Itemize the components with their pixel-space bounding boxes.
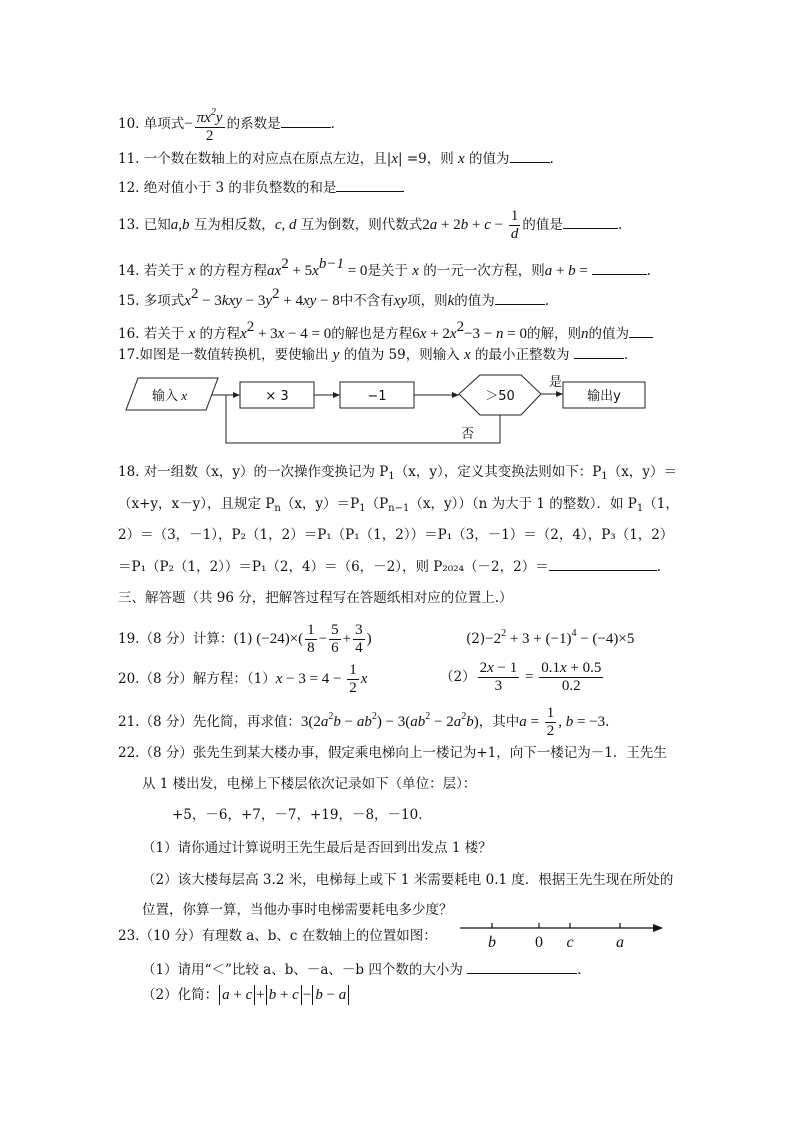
answer-blank[interactable] — [510, 148, 550, 163]
question-23-line-1: 23.（10 分）有理数 a、b、c 在数轴上的位置如图： — [118, 928, 437, 944]
answer-blank[interactable] — [495, 290, 545, 305]
minus-1-label: −1 — [367, 389, 387, 404]
section-3-heading: 三、解答题（共 96 分，把解答过程写在答题纸相对应的位置上.） — [118, 590, 513, 606]
question-23-part-1: （1）请用“＜”比较 a、b、－a、－b 四个数的大小为 . — [142, 959, 581, 980]
answer-blank[interactable] — [467, 959, 577, 974]
number-line — [458, 914, 668, 954]
question-19-part-2: $(2)-2^2 + 3 + (-1)^4 - (-4)\times 5$ — [466, 628, 635, 647]
question-14: 14. 若关于 x 的方程方程$ax^2 + 5x^{b-1} = 0$是关于 x 的一元一次方程，则a + b = . — [118, 256, 651, 279]
question-21: 21.（8 分）先化简，再求值：$3(2a^2b - ab^2) - 3(ab^2 - 2a^2b)$，其中a = $\frac{1}{2}$ , b = −3. — [118, 705, 610, 739]
times-3-label: × 3 — [265, 389, 289, 404]
question-18-line-3: 2）＝（3，－1），P₂（1，2）＝P₁（P₁（1，2））＝P₁（3，－1）＝（2，4），P₃（1，2） — [118, 527, 674, 543]
question-15: 15. 多项式$x^2 - 3kxy - 3y^2 + 4xy - 8$中不含有xy项，则k的值为 . — [118, 286, 550, 309]
question-10: 10. 单项式− $\frac{\pi x^2y}{2}$ 的系数是 . — [118, 104, 335, 145]
question-18-line-1: 18. 对一组数（x，y）的一次操作变换记为 $P_1(x$，y），定义其变换法则如下：$P_1(x$，y）＝ — [118, 464, 677, 482]
question-18-line-2: （x+y，x－y），且规定 $P_n(x$，$y)=P_1(P_{n-1}(x$，y））（n 为大于 1 的整数）．如 $P_1(1$， — [118, 496, 679, 514]
question-23-part-2: （2）化简： a + c + b + c − b − a — [142, 985, 350, 1005]
point-b-label: b — [488, 934, 496, 951]
question-13: 13. 已知a,b 互为相反数，c, d 互为倒数，则代数式2a + 2b + c − $\frac{1}{d}$ 的值是 . — [118, 208, 623, 242]
answer-blank[interactable] — [629, 323, 653, 338]
answer-blank[interactable] — [592, 260, 647, 275]
question-22-line-2: 从 1 楼出发，电梯上下楼层依次记录如下（单位：层）： — [142, 776, 477, 792]
point-c-label: c — [566, 934, 574, 951]
compare-label: ＞50 — [485, 389, 515, 404]
question-16: 16. 若关于 x 的方程$x^2 + 3x - 4 = 0$的解也是方程$6x + 2x^2-3 - n = 0$的解，则n的值为 — [118, 317, 653, 344]
input-label: 输入 x — [152, 388, 188, 404]
question-22-line-1: 22.（8 分）张先生到某大楼办事，假定乘电梯向上一楼记为+1，向下一楼记为－1．王先生 — [118, 745, 667, 761]
point-a-label: a — [616, 934, 624, 951]
question-20-part-2: （2） $\frac{2x - 1}{3}$ = $\frac{0.1x + 0.5}{0.2}$ — [440, 660, 602, 694]
question-18-line-4: ＝P₁（P₂（1，2））＝P₁（2，4）＝（6，－2），则 P₂₀₂₄（－2，2）＝ . — [118, 556, 661, 577]
answer-blank[interactable] — [336, 177, 404, 192]
answer-blank[interactable] — [563, 214, 618, 229]
answer-blank[interactable] — [574, 344, 624, 359]
question-22-part-1: （1）请你通过计算说明王先生最后是否回到出发点 1 楼？ — [142, 840, 492, 856]
no-label: 否 — [461, 427, 475, 442]
question-11: 11. 一个数在数轴上的对应点在原点左边，且|x| =9，则 x 的值为 . — [118, 148, 554, 169]
monomial-fraction: $\frac{\pi x^2y}{2}$ — [195, 104, 225, 145]
question-20: 20.（8 分）解方程：（1）x − 3 = 4 − $\frac{1}{2}$ x — [118, 662, 368, 696]
conversion-machine-flowchart — [118, 372, 678, 450]
question-19: 19.（8 分）计算：(1) (−24)×( $\frac{1}{8}$ − $\frac{5}{6}$ + $\frac{3}{4}$ ) — [118, 622, 372, 656]
question-22-line-6: 位置，你算一算，当他办事时电梯需要耗电多少度？ — [142, 902, 453, 918]
question-12: 12. 绝对值小于 3 的非负整数的和是 — [118, 177, 404, 198]
yes-label: 是 — [549, 375, 563, 390]
output-label: 输出y — [587, 389, 621, 404]
answer-blank[interactable] — [549, 556, 657, 571]
question-22-part-2: （2）该大楼每层高 3.2 米，电梯每上或下 1 米需要耗电 0.1 度．根据王先生现在所处的 — [142, 872, 674, 888]
answer-blank[interactable] — [281, 113, 331, 128]
origin-label: 0 — [535, 934, 543, 951]
question-22-records: +5，－6，+7，－7，+19，－8，－10． — [172, 807, 432, 823]
question-17: 17.如图是一数值转换机，要使输出 y 的值为 59，则输入 x 的最小正整数为 . — [118, 344, 628, 365]
